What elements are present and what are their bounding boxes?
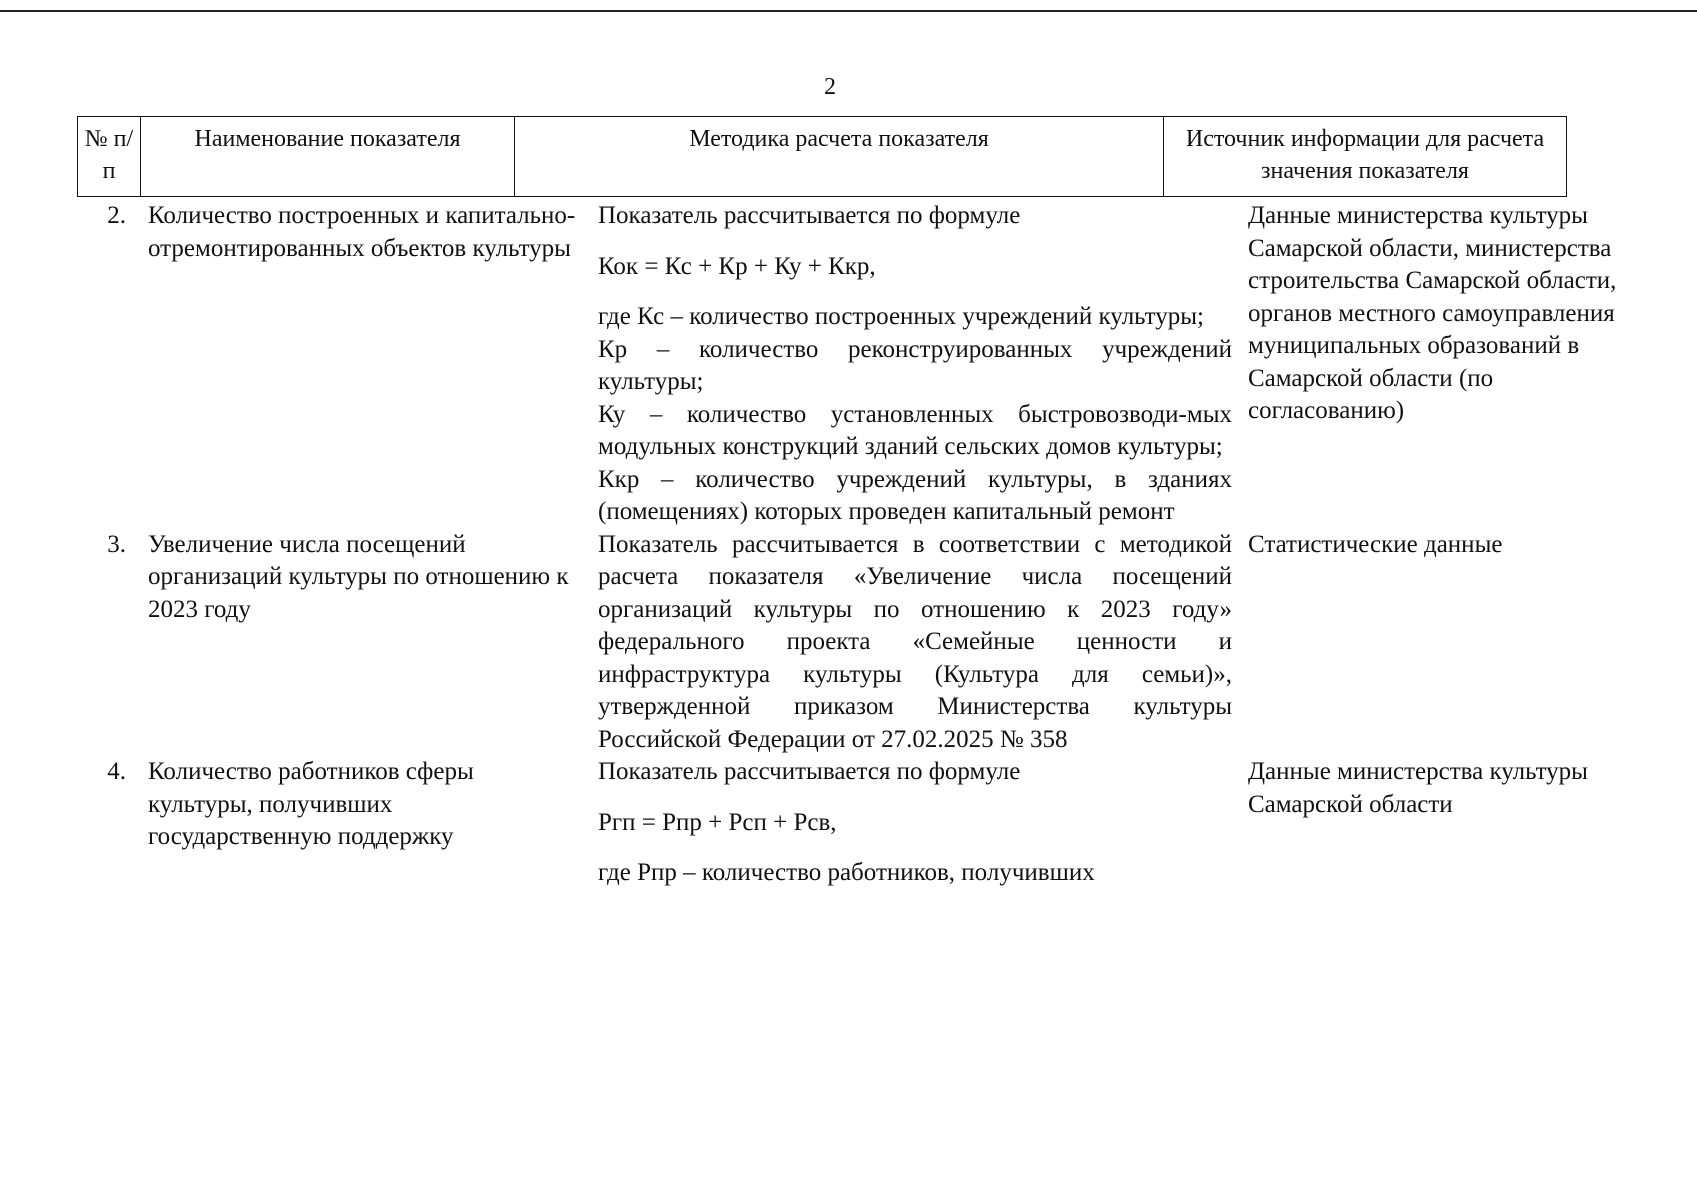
- indicator-table: [77, 200, 1660, 890]
- table-row: [77, 200, 1660, 529]
- formula: Кок = Кс + Кр + Ку + Ккр,: [598, 252, 876, 280]
- header-num: № п/п: [78, 117, 141, 197]
- header-name: Наименование показателя: [141, 117, 515, 197]
- definition: Ку – количество установленных быстровозводи-мых модульных конструкций зданий сельских домов культуры;: [598, 400, 1232, 460]
- table-header: [77, 116, 1567, 197]
- method-intro: Показатель рассчитывается по формуле: [598, 202, 1021, 229]
- row-number: 2.: [107, 202, 126, 229]
- indicator-name: Количество построенных и капитально-отремонтированных объектов культуры: [148, 202, 576, 262]
- page-number: 2: [824, 74, 836, 100]
- table-row: [77, 529, 1660, 757]
- header-method: Методика расчета показателя: [515, 117, 1164, 197]
- indicator-name: Увеличение числа посещений организаций культуры по отношению к 2023 году: [148, 530, 569, 623]
- table-row: [77, 756, 1660, 890]
- page-top-edge: [0, 10, 1697, 12]
- row-number: 3.: [107, 530, 126, 558]
- definition: где Рпр – количество работников, получивших: [598, 859, 1095, 886]
- definition: где Кс – количество построенных учреждений культуры;: [598, 303, 1204, 330]
- source-text: Данные министерства культуры Самарской области, министерства строительства Самарской области, органов местного самоуправления муниципальных образований в Самарской области (по согласованию): [1248, 202, 1617, 424]
- header-row: [78, 117, 1567, 197]
- definition: Ккр – количество учреждений культуры, в зданиях (помещениях) которых проведен капитальный ремонт: [598, 465, 1232, 525]
- definition: Кр – количество реконструированных учреждений культуры;: [598, 335, 1232, 395]
- method-cell: [590, 756, 1240, 890]
- source-text: Статистические данные: [1248, 530, 1503, 558]
- method-text: Показатель рассчитывается в соответствии с методикой расчета показателя «Увеличение числа посещений организаций культуры по отношению к 2023 году» федерального проекта «Семейные ценности и инфраструктура культуры (Культура для семьи)», утвержденной приказом Министерства культуры Российской Федерации от 27.02.2025 № 358: [598, 530, 1232, 753]
- source-text: Данные министерства культуры Самарской области: [1248, 758, 1588, 818]
- row-number: 4.: [107, 758, 126, 785]
- method-intro: Показатель рассчитывается по формуле: [598, 758, 1021, 785]
- header-source: Источник информации для расчета значения показателя: [1164, 117, 1567, 197]
- indicator-name: Количество работников сферы культуры, получивших государственную поддержку: [148, 758, 474, 850]
- method-cell: [590, 200, 1240, 529]
- formula: Ргп = Рпр + Рсп + Рсв,: [598, 808, 837, 836]
